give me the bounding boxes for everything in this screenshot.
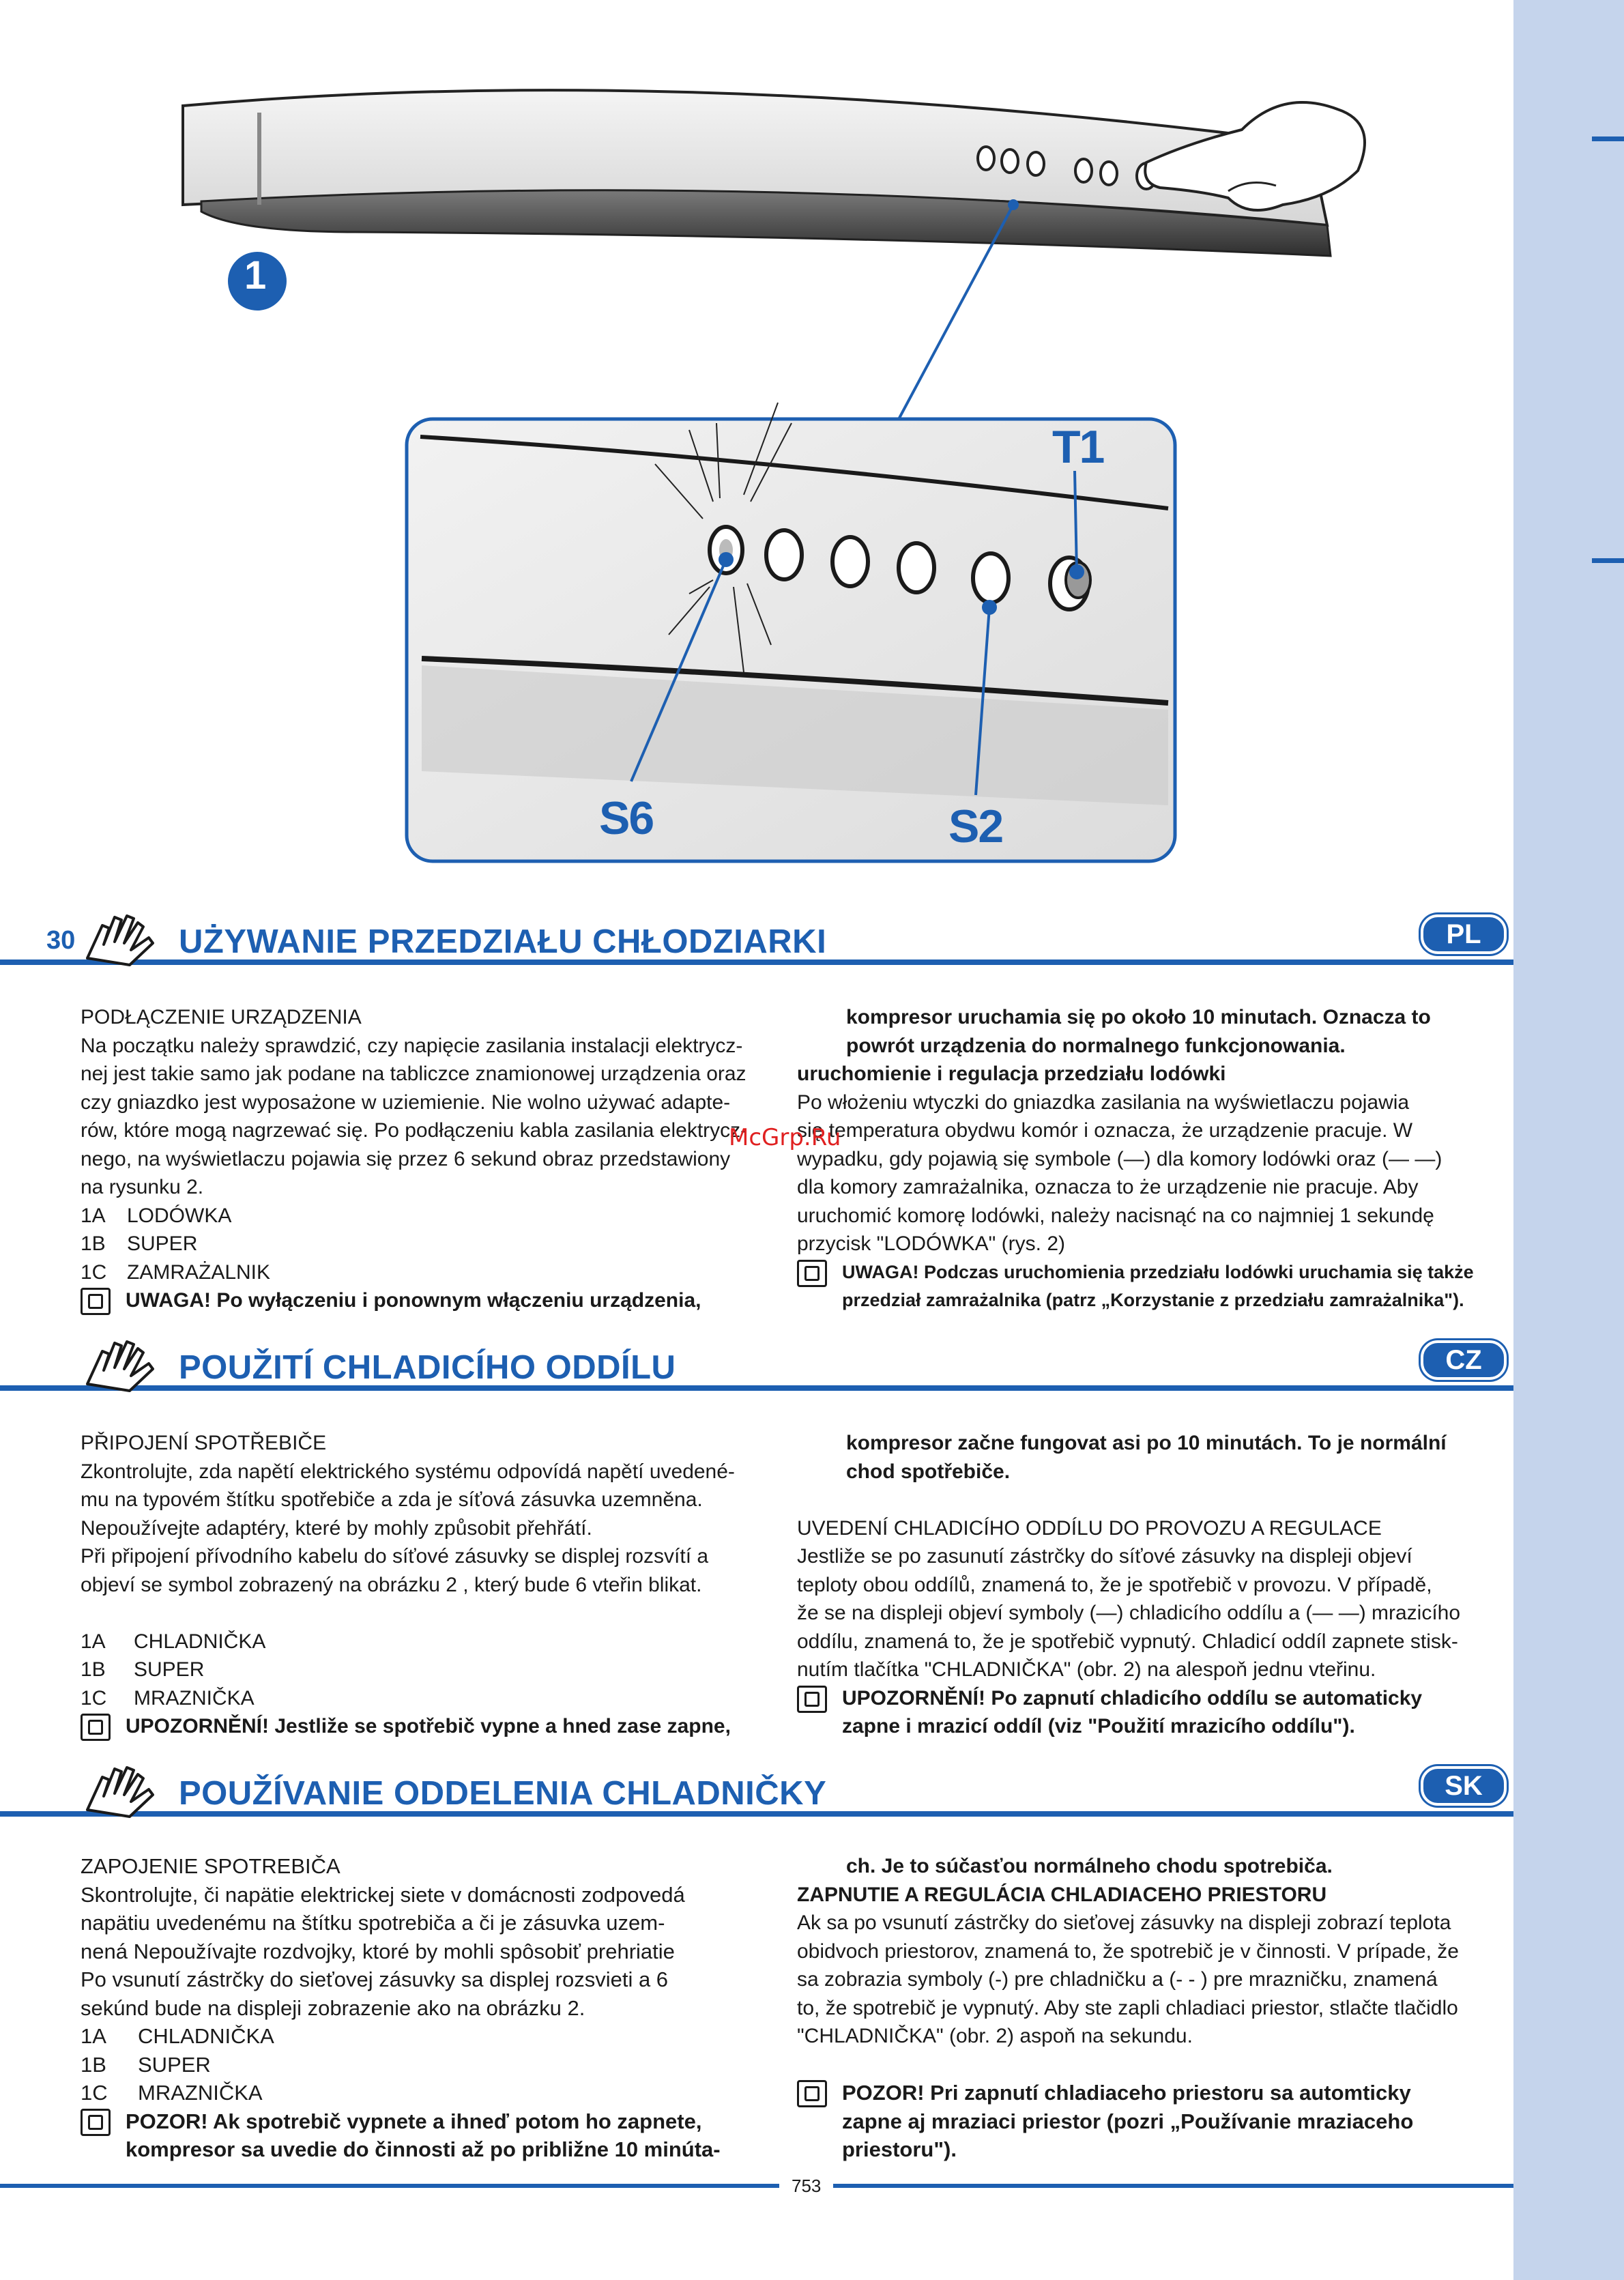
text-line: napätiu uvedenému na štítku spotrebiča a či je zásuvka uzem- — [81, 1911, 665, 1935]
pl-legend-list — [81, 1202, 783, 1287]
section-header-cz — [0, 1342, 1513, 1400]
text-line: Nepoužívejte adaptéry, které by mohly způsobit přehřátí. — [81, 1516, 592, 1540]
text-line: nej jest takie samo jak podane na tabliczce znamionowej urządzenia oraz — [81, 1063, 746, 1085]
text-line: rów, które mogą nagrzewać się. Po podłączeniu kabla zasilania elektrycz- — [81, 1119, 748, 1142]
warning-icon — [797, 1260, 827, 1287]
list-item: 1C ZAMRAŻALNIK — [81, 1260, 271, 1284]
text-line: nego, na wyświetlaczu pojawia się przez 6 sekund obraz przedstawiony — [81, 1147, 731, 1170]
list-item: 1C MRAZNIČKA — [81, 1686, 255, 1709]
hand-icon — [82, 910, 164, 969]
list-item: 1C MRAZNIČKA — [81, 2081, 263, 2105]
sk-legend-list — [81, 2022, 783, 2107]
text-line: Skontrolujte, či napätie elektrickej siete v domácnosti zodpovedá — [81, 1882, 685, 1907]
text-line: czy gniazdko jest wyposażone w uziemienie. Nie wolno używać adapte- — [81, 1091, 731, 1114]
section-title: POUŽÍVANIE ODDELENIA CHLADNIČKY — [179, 1775, 827, 1812]
text-line: kompresor uruchamia się po około 10 minutach. Oznacza to — [846, 1006, 1431, 1028]
list-item: 1A LODÓWKA — [81, 1204, 232, 1227]
list-item: 1A CHLADNIČKA — [81, 1630, 266, 1653]
text-line: uruchomić komorę lodówki, należy nacisnąć na co najmniej 1 sekundę — [797, 1204, 1434, 1227]
cz-heading-start: UVEDENÍ CHLADICÍHO ODDÍLU DO PROVOZU A REGULACE — [797, 1516, 1382, 1540]
pl-warning: UWAGA! Po wyłączeniu i ponownym włączeniu urządzenia, — [81, 1286, 783, 1315]
text-line: wypadku, gdy pojawią się symbole (—) dla komory lodówki oraz (— —) — [797, 1147, 1442, 1170]
sk-warning: POZOR! Ak spotrebič vypnete a ihneď potom ho zapnete, kompresor sa uvedie do činnosti až po približne 10 minúta- — [81, 2107, 783, 2164]
text-line: nená Nepoužívajte rozdvojky, ktoré by mohli spôsobiť prehriatie — [81, 1939, 675, 1963]
language-badge-cz: CZ — [1421, 1340, 1507, 1380]
text-line: že se na displeji objeví symboly (—) chladicího oddílu a (— —) mrazicího — [797, 1602, 1461, 1624]
label-t1: T1 — [1052, 421, 1104, 473]
list-item: 1A CHLADNIČKA — [81, 2024, 274, 2048]
list-item: 1B SUPER — [81, 1232, 198, 1255]
pl-right-column — [797, 1003, 1500, 1315]
warning-icon — [797, 1686, 827, 1713]
text-line: przycisk "LODÓWKA" (rys. 2) — [797, 1232, 1065, 1255]
warning-icon — [81, 1714, 111, 1741]
text-line: objeví se symbol zobrazený na obrázku 2 , který bude 6 vteřin blikat. — [81, 1573, 702, 1596]
cz-left-column — [81, 1429, 783, 1741]
warning-icon — [797, 2080, 827, 2107]
text-line: dla komory zamrażalnika, oznacza to że urządzenie nie pracuje. Aby — [797, 1176, 1419, 1198]
text-line: sa zobrazia symboly (-) pre chladničku a (- - ) pre mrazničku, znamená — [797, 1968, 1438, 1991]
text-line: "CHLADNIČKA" (obr. 2) aspoň na sekundu. — [797, 2025, 1193, 2047]
text-line: mu na typovém štítku spotřebiče a zda je síťová zásuvka uzemněna. — [81, 1488, 703, 1511]
pl-right-warning: UWAGA! Podczas uruchomienia przedziału lodówki uruchamia się także przedział zamrażalnika (patrz „Korzystanie z przedziału zamrażalnika"). — [797, 1258, 1500, 1315]
text-line: obidvoch priestorov, znamená to, že spotrebič je v činnosti. V prípade, že — [797, 1939, 1459, 1963]
hand-icon — [82, 1336, 164, 1395]
text-line: Na początku należy sprawdzić, czy napięcie zasilania instalacji elektrycz- — [81, 1034, 743, 1057]
text-line: powrót urządzenia do normalnego funkcjonowania. — [846, 1034, 1346, 1057]
text-line: Zkontrolujte, zda napětí elektrického systému odpovídá napětí uvedené- — [81, 1460, 735, 1483]
warning-icon — [81, 1288, 111, 1315]
text-line: oddílu, znamená to, že je spotřebič vypnutý. Chladicí oddíl zapnete stisk- — [797, 1630, 1458, 1653]
cz-heading-connection: PŘIPOJENÍ SPOTŘEBIČE — [81, 1432, 327, 1454]
pl-left-column — [81, 1003, 783, 1315]
cz-right-column — [797, 1429, 1500, 1741]
footer-rule — [0, 2184, 1513, 2188]
text-line: chod spotřebiče. — [846, 1460, 1011, 1483]
side-tick — [1592, 136, 1624, 141]
sk-right-warning: POZOR! Pri zapnutí chladiaceho priestoru sa automticky zapne aj mraziaci priestor (pozri „Používanie mraziaceho priestoru"). — [797, 2079, 1500, 2164]
text-line: sekúnd bude na displeji zobrazenie ako na obrázku 2. — [81, 1995, 585, 2020]
section-title: POUŽITÍ CHLADICÍHO ODDÍLU — [179, 1349, 676, 1386]
language-badge-sk: SK — [1421, 1766, 1507, 1806]
sk-left-column — [81, 1852, 783, 2164]
control-panel-illustration — [0, 0, 1513, 880]
text-line: Po vsunutí zástrčky do sieťovej zásuvky sa displej rozsvieti a 6 — [81, 1967, 669, 1991]
side-tick — [1592, 558, 1624, 563]
text-line: Při připojení přívodního kabelu do síťové zásuvky se displej rozsvítí a — [81, 1545, 709, 1568]
section-header-pl — [0, 916, 1513, 975]
list-item: 1B SUPER — [81, 2052, 211, 2077]
pl-heading-start: uruchomienie i regulacja przedziału lodówki — [797, 1063, 1226, 1085]
watermark: McGrp.Ru — [729, 1124, 841, 1151]
language-badge-pl: PL — [1421, 914, 1507, 954]
text-line: kompresor začne fungovat asi po 10 minutách. To je normální — [846, 1432, 1447, 1454]
text-line: na rysunku 2. — [81, 1176, 204, 1198]
warning-icon — [81, 2109, 111, 2136]
text-line: się temperatura obydwu komór i oznacza, że urządzenie pracuje. W — [797, 1119, 1413, 1142]
text-line: Jestliže se po zasunutí zástrčky do síťové zásuvky na displeji objeví — [797, 1545, 1412, 1568]
section-header-sk — [0, 1767, 1513, 1826]
control-panel-figure — [0, 0, 1513, 880]
sk-right-column — [797, 1852, 1500, 2164]
hand-icon — [82, 1762, 164, 1821]
pl-heading-connection: PODŁĄCZENIE URZĄDZENIA — [81, 1006, 362, 1028]
text-line: teploty obou oddílů, znamená to, že je spotřebič v provozu. V případě, — [797, 1573, 1432, 1596]
text-line: Ak sa po vsunutí zástrčky do sieťovej zásuvky na displeji zobrazí teplota — [797, 1911, 1451, 1934]
text-line: nutím tlačítka "CHLADNIČKA" (obr. 2) na alespoň jednu vteřinu. — [797, 1658, 1376, 1681]
list-item: 1B SUPER — [81, 1658, 205, 1681]
cz-warning: UPOZORNĚNÍ! Jestliže se spotřebič vypne a hned zase zapne, — [81, 1712, 783, 1741]
sk-heading-start: ZAPNUTIE A REGULÁCIA CHLADIACEHO PRIESTORU — [797, 1883, 1327, 1906]
text-line: Po włożeniu wtyczki do gniazdka zasilania na wyświetlaczu pojawia — [797, 1091, 1410, 1114]
side-tab-strip — [1513, 0, 1624, 2280]
cz-right-warning: UPOZORNĚNÍ! Po zapnutí chladicího oddílu se automaticky zapne i mrazicí oddíl (viz "Použití mrazicího oddílu"). — [797, 1684, 1500, 1741]
text-line: ch. Je to súčasťou normálneho chodu spotrebiča. — [846, 1855, 1333, 1877]
label-s2: S2 — [948, 800, 1003, 852]
label-s6: S6 — [599, 792, 654, 844]
footer-page-number: 753 — [779, 2176, 833, 2197]
cz-legend-list — [81, 1628, 783, 1713]
page-number: 30 — [46, 926, 76, 955]
text-line: to, že spotrebič je vypnutý. Aby ste zapli chladiaci priestor, stlačte tlačidlo — [797, 1996, 1458, 2019]
figure-number: 1 — [244, 253, 265, 298]
section-title: UŻYWANIE PRZEDZIAŁU CHŁODZIARKI — [179, 923, 827, 960]
sk-heading-connection: ZAPOJENIE SPOTREBIČA — [81, 1854, 340, 1878]
